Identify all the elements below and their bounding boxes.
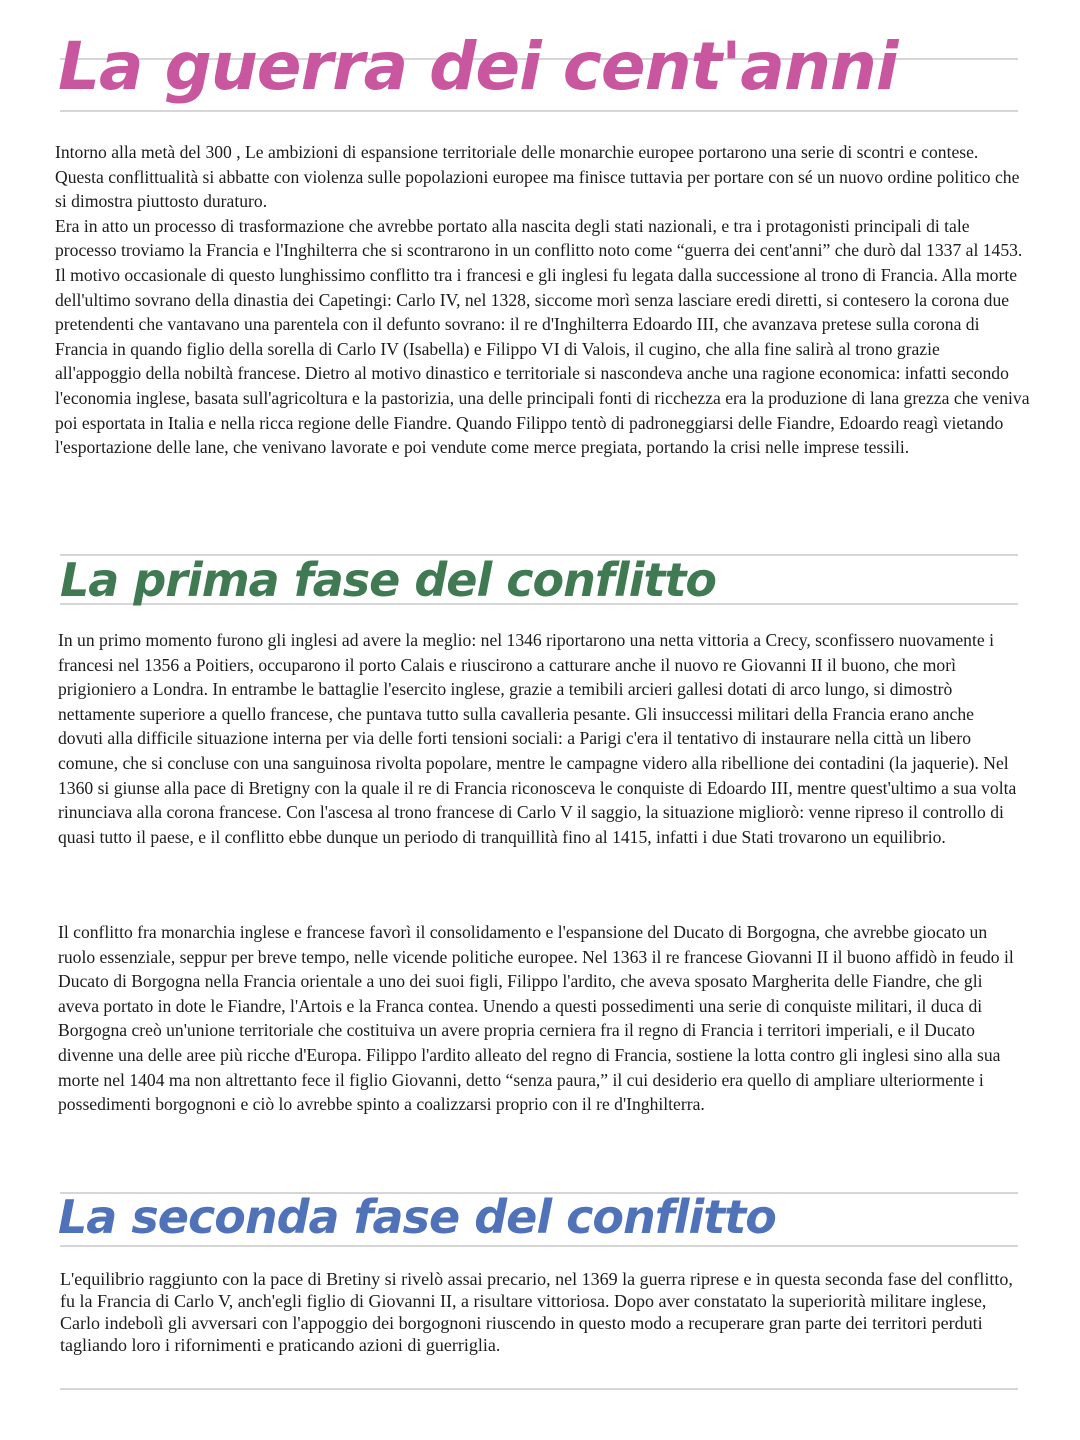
rule-line xyxy=(60,1388,1018,1390)
section-title-3: La seconda fase del conflitto xyxy=(58,1190,776,1244)
paragraph: Il conflitto fra monarchia inglese e francese favorì il consolidamento e l'espansione del Ducato di Borgogna, che avrebbe giocato un ruolo essenziale, seppur per breve tempo, nelle vicende politiche europee. Nel 1363 il re francese Giovanni II il buono affidò in feudo il Ducato di Borgogna nella Francia orientale a uno dei suoi figli, Filippo l'ardito, che aveva sposato Margherita delle Fiandre, che gli aveva portato in dote le Fiandre, l'Artois e la Franca contea. Unendo a questi possedimenti una serie di conquiste militari, il duca di Borgogna creò un'unione territoriale che costituiva un avere propria cerniera fra il regno di Francia i territori imperiali, e il Ducato divenne una delle aree più ricche d'Europa. Filippo l'ardito alleato del regno di Francia, sostiene la lotta contro gli inglesi sino alla sua morte nel 1404 ma non altrettanto fece il figlio Giovanni, detto “senza paura,” il cui desiderio era quello di ampliare ulteriormente i possedimenti borgognoni e ciò lo avrebbe spinto a coalizzarsi proprio con il re d'Inghilterra. xyxy=(58,922,1014,1115)
paragraph: Era in atto un processo di trasformazione che avrebbe portato alla nascita degli stati nazionali, e tra i protagonisti principali di tale processo troviamo la Francia e l'Inghilterra che si scontrarono in un conflitto noto come “guerra dei cent'anni” che durò dal 1337 al 1453. xyxy=(55,215,1023,261)
section-body-2b xyxy=(58,920,1023,1117)
section-body-3 xyxy=(60,1268,1020,1356)
section-title-1: La guerra dei cent'anni xyxy=(58,28,898,105)
paragraph: L'equilibrio raggiunto con la pace di Bretiny si rivelò assai precario, nel 1369 la guerra riprese e in questa seconda fase del conflitto, fu la Francia di Carlo V, anch'egli figlio di Giovanni II, a risultare vittoriosa. Dopo aver constatato la superiorità militare inglese, Carlo indebolì gli avversari con l'appoggio dei borgognoni riuscendo in questo modo a recuperare gran parte dei territori perduti tagliando loro i rifornimenti e praticando azioni di guerriglia. xyxy=(60,1269,1013,1355)
section-body-2 xyxy=(58,628,1023,849)
section-body-1 xyxy=(55,140,1030,460)
paragraph: Il motivo occasionale di questo lunghissimo conflitto tra i francesi e gli inglesi fu legata dalla successione al trono di Francia. Alla morte dell'ultimo sovrano della dinastia dei Capetingi: Carlo IV, nel 1328, siccome morì senza lasciare eredi diretti, si contesero la corona due pretendenti che vantavano una parentela con il defunto sovrano: il re d'Inghilterra Edoardo III, che avanzava pretese sulla corona di Francia in quando figlio della sorella di Carlo IV (Isabella) e Filippo VI di Valois, il cugino, che alla fine salirà al trono grazie all'appoggio della nobiltà francese. Dietro al motivo dinastico e territoriale si nascondeva anche una ragione economica: infatti secondo l'economia inglese, basata sull'agricoltura e la pastorizia, una delle principali fonti di ricchezza era la produzione di lana grezza che veniva poi esportata in Italia e nella ricca regione delle Fiandre. Quando Filippo tentò di padroneggiarsi delle Fiandre, Edoardo reagì vietando l'esportazione delle lane, che venivano lavorate e poi vendute come merce pregiata, portando la crisi nelle imprese tessili. xyxy=(55,264,1030,458)
section-title-2: La prima fase del conflitto xyxy=(60,553,717,607)
paragraph: Intorno alla metà del 300 , Le ambizioni di espansione territoriale delle monarchie europee portarono una serie di scontri e contese. Questa conflittualità si abbatte con violenza sulle popolazioni europee ma finisce tuttavia per portare con sé un nuovo ordine politico che si dimostra piuttosto duraturo. xyxy=(55,142,1020,212)
paragraph: In un primo momento furono gli inglesi ad avere la meglio: nel 1346 riportarono una netta vittoria a Crecy, sconfissero nuovamente i francesi nel 1356 a Poitiers, occuparono il porto Calais e riuscirono a catturare anche il nuovo re Giovanni II il buono, che morì prigioniero a Londra. In entrambe le battaglie l'esercito inglese, grazie a temibili arcieri gallesi dotati di arco lungo, si dimostrò nettamente superiore a quello francese, che puntava tutto sulla cavalleria pesante. Gli insuccessi militari della Francia erano anche dovuti alla difficile situazione interna per via delle forti tensioni sociali: a Parigi c'era il tentativo di instaurare nella città un libero comune, che si concluse con una sanguinosa rivolta popolare, mentre le campagne videro alla ribellione dei contadini (la jaquerie). Nel 1360 si giunse alla pace di Bretigny con la quale il re di Francia riconosceva le conquiste di Edoardo III, mentre quest'ultimo a sua volta rinunciava alla corona francese. Con l'ascesa al trono francese di Carlo V il saggio, la situazione migliorò: venne ripreso il controllo di quasi tutto il paese, e il conflitto ebbe dunque un periodo di tranquillità fino al 1415, infatti i due Stati trovarono un equilibrio. xyxy=(58,630,1017,847)
rule-line xyxy=(60,1245,1018,1247)
rule-line xyxy=(60,110,1018,112)
